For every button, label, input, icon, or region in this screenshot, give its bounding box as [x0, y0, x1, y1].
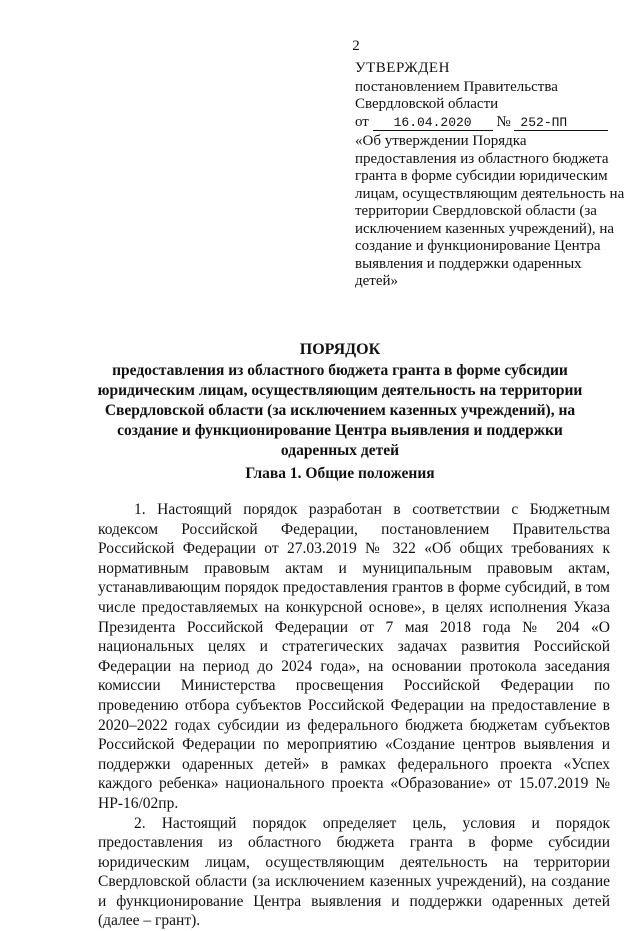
body-text: [98, 500, 610, 931]
approval-line-2: Свердловской области: [355, 96, 625, 114]
paragraph-1: 1. Настоящий порядок разработан в соответствии с Бюджетным кодексом Российской Федерации, постановлением Правительства Российской Федерации от 27.03.2019 № 322 «Об общих требованиях к нормативным правовым актам и муниципальным правовым актам, устанавливающим порядок предоставления грантов в форме субсидий, в том числе предоставляемых на конкурсной основе», в целях исполнения Указа Президента Российской Федерации от 7 мая 2018 года № 204 «О национальных целях и стратегических задачах развития Российской Федерации на период до 2024 года», на основании протокола заседания комиссии Министерства просвещения Российской Федерации по проведению отбора субъектов Российской Федерации на предоставление в 2020–2022 годах субсидии из федерального бюджета бюджетам субъектов Российской Федерации по мероприятию «Создание центров выявления и поддержки одаренных детей» в рамках федерального проекта «Успех каждого ребенка» национального проекта «Образование» от 15.07.2019 № НР-16/02пр.: [98, 500, 610, 814]
approval-date: 16.04.2020: [373, 116, 493, 131]
title-subtitle: предоставления из областного бюджета гранта в форме субсидии юридическим лицам, осуществляющим деятельность на территории Свердловской области (за исключением казенных учреждений), на создание и функционирование Центра выявления и поддержки одаренных детей: [80, 361, 600, 461]
document-title: [80, 340, 600, 461]
approval-stamp: [355, 60, 625, 291]
approval-line-1: постановлением Правительства: [355, 79, 625, 97]
paragraph-2: 2. Настоящий порядок определяет цель, условия и порядок предоставления из областного бюджета гранта в форме субсидии юридическим лицам, осуществляющим деятельность на территории Свердловской области (за исключением казенных учреждений), на создание и функционирование Центра выявления и поддержки одаренных детей (далее – грант).: [98, 814, 610, 931]
number-prefix: №: [496, 114, 510, 130]
decree-title: «Об утверждении Порядка предоставления из областного бюджета гранта в форме субсидии юридическим лицам, осуществляющим деятельность на территории Свердловской области (за исключением казенных учреждений), на создание и функционирование Центра выявления и поддержки одаренных детей»: [355, 133, 625, 291]
approval-date-line: [355, 114, 625, 132]
date-prefix: от: [355, 114, 369, 130]
approved-label: УТВЕРЖДЕН: [355, 60, 625, 78]
chapter-heading: Глава 1. Общие положения: [80, 465, 600, 483]
page-number: 2: [36, 38, 640, 55]
title-main: ПОРЯДОК: [80, 340, 600, 360]
approval-number: 252-ПП: [514, 116, 608, 131]
